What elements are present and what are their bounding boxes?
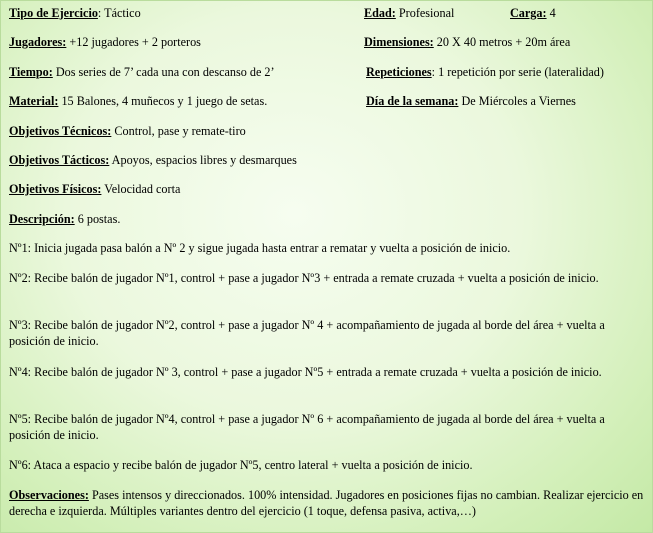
obj-tacticos-label: Objetivos Tácticos: xyxy=(9,153,110,167)
obj-tecnicos-value: Control, pase y remate-tiro xyxy=(111,124,246,138)
repeticiones-value: : 1 repetición por serie (lateralidad) xyxy=(431,65,604,79)
dia-label: Día de la semana: xyxy=(366,94,459,108)
repeticiones-row xyxy=(366,64,604,80)
descripcion-row xyxy=(9,211,120,227)
posta-3: Nº3: Recibe balón de jugador Nº2, control + pase a jugador Nº 4 + acompañamiento de jugada al borde del área + vuelta a posición de inicio. xyxy=(9,318,605,348)
carga-row xyxy=(510,5,556,21)
tiempo-label: Tiempo: xyxy=(9,65,53,79)
jugadores-value: +12 jugadores + 2 porteros xyxy=(66,35,201,49)
jugadores-label: Jugadores: xyxy=(9,35,67,49)
obj-tecnicos-label: Objetivos Técnicos: xyxy=(9,124,112,138)
obj-fisicos-label: Objetivos Físicos: xyxy=(9,182,102,196)
posta-1: Nº1: Inicia jugada pasa balón a Nº 2 y sigue jugada hasta entrar a rematar y vuelta a posición de inicio. xyxy=(9,241,511,255)
tipo-row xyxy=(9,5,141,21)
repeticiones-label: Repeticiones xyxy=(366,65,432,79)
observaciones-label: Observaciones: xyxy=(9,488,89,502)
posta-6: Nº6: Ataca a espacio y recibe balón de jugador Nº5, centro lateral + vuelta a posición de inicio. xyxy=(9,458,473,472)
dimensiones-value: 20 X 40 metros + 20m área xyxy=(433,35,571,49)
obj-tacticos-value: Apoyos, espacios libres y desmarques xyxy=(109,153,297,167)
material-value: 15 Balones, 4 muñecos y 1 juego de setas. xyxy=(58,94,268,108)
jugadores-row xyxy=(9,34,201,50)
edad-value: Profesional xyxy=(395,6,455,20)
obj-tacticos-row xyxy=(9,152,297,168)
material-label: Material: xyxy=(9,94,59,108)
posta-4: Nº4: Recibe balón de jugador Nº 3, control + pase a jugador Nº5 + entrada a remate cruzada + vuelta a posición de inicio. xyxy=(9,365,602,379)
descripcion-value: 6 postas. xyxy=(74,212,121,226)
dimensiones-label: Dimensiones: xyxy=(364,35,434,49)
obj-fisicos-value: Velocidad corta xyxy=(101,182,181,196)
posta-5: Nº5: Recibe balón de jugador Nº4, control + pase a jugador Nº 6 + acompañamiento de jugada al borde del área + vuelta a posición de inicio. xyxy=(9,412,605,442)
carga-value: 4 xyxy=(546,6,556,20)
tipo-label: Tipo de Ejercicio xyxy=(9,6,98,20)
edad-label: Edad: xyxy=(364,6,396,20)
tiempo-value: Dos series de 7’ cada una con descanso de 2’ xyxy=(52,65,275,79)
tipo-value: : Táctico xyxy=(97,6,141,20)
observaciones-value: Pases intensos y direccionados. 100% intensidad. Jugadores en posiciones fijas no cambian. Realizar ejercicio en derecha e izquierda. Múltiples variantes dentro del ejercicio (1 toque, defensa pasiva, activa,…) xyxy=(9,488,644,518)
dimensiones-row xyxy=(364,34,570,50)
observaciones-row xyxy=(9,487,645,519)
tiempo-row xyxy=(9,64,275,80)
edad-row xyxy=(364,5,454,21)
material-row xyxy=(9,93,267,109)
posta-2: Nº2: Recibe balón de jugador Nº1, control + pase a jugador Nº3 + entrada a remate cruzada + vuelta a posición de inicio. xyxy=(9,271,599,285)
carga-label: Carga: xyxy=(510,6,547,20)
obj-fisicos-row xyxy=(9,181,180,197)
dia-value: De Miércoles a Viernes xyxy=(458,94,576,108)
obj-tecnicos-row xyxy=(9,123,246,139)
dia-row xyxy=(366,93,576,109)
descripcion-label: Descripción: xyxy=(9,212,75,226)
